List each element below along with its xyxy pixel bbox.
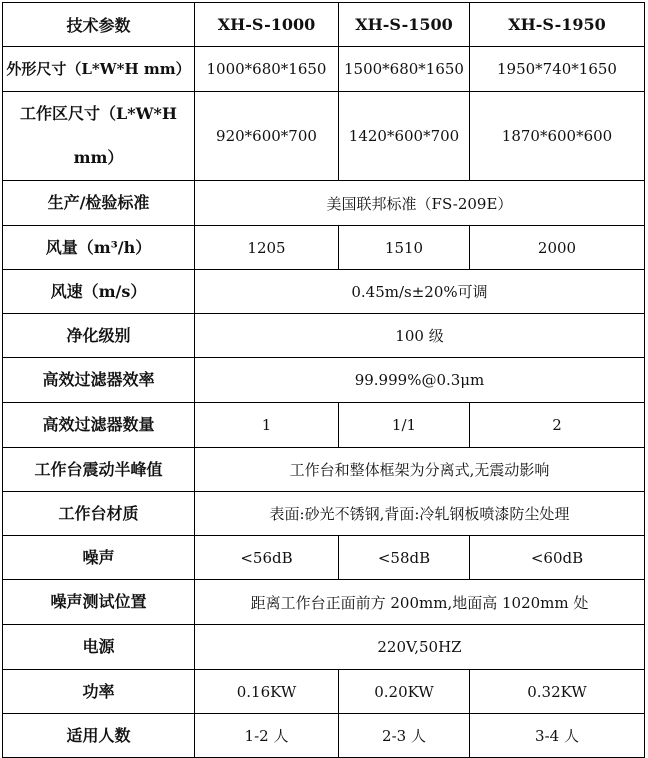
row-power-supply	[3, 625, 645, 670]
label-outer-size: 外形尺寸（L*W*H mm）	[3, 47, 195, 92]
outer-size-1000: 1000*680*1650	[195, 47, 339, 92]
header-model-1500: XH-S-1500	[339, 3, 470, 47]
label-work-size	[3, 92, 195, 181]
row-outer-size	[3, 47, 645, 92]
label-power: 功率	[3, 670, 195, 714]
label-filters: 高效过滤器数量	[3, 403, 195, 448]
work-size-1950: 1870*600*600	[470, 92, 645, 181]
row-noise-position	[3, 580, 645, 625]
outer-size-1500: 1500*680*1650	[339, 47, 470, 92]
persons-1950: 3-4 人	[470, 714, 645, 758]
airspeed-value: 0.45m/s±20%可调	[195, 270, 645, 314]
header-model-1950: XH-S-1950	[470, 3, 645, 47]
filters-1500: 1/1	[339, 403, 470, 448]
row-noise	[3, 536, 645, 580]
label-cleanliness: 净化级别	[3, 314, 195, 358]
noise-1950: <60dB	[470, 536, 645, 580]
header-row	[3, 3, 645, 47]
persons-1500: 2-3 人	[339, 714, 470, 758]
row-airspeed	[3, 270, 645, 314]
standard-value: 美国联邦标准（FS-209E）	[195, 181, 645, 226]
row-filters	[3, 403, 645, 448]
material-value: 表面:砂光不锈钢,背面:冷轧钢板喷漆防尘处理	[195, 492, 645, 536]
efficiency-value: 99.999%@0.3μm	[195, 358, 645, 403]
header-model-1000: XH-S-1000	[195, 3, 339, 47]
filters-1000: 1	[195, 403, 339, 448]
row-efficiency	[3, 358, 645, 403]
row-material	[3, 492, 645, 536]
airflow-1950: 2000	[470, 226, 645, 270]
row-vibration	[3, 448, 645, 492]
work-size-1000: 920*600*700	[195, 92, 339, 181]
label-vibration: 工作台震动半峰值	[3, 448, 195, 492]
label-airflow: 风量（m³/h）	[3, 226, 195, 270]
label-efficiency: 高效过滤器效率	[3, 358, 195, 403]
airflow-1500: 1510	[339, 226, 470, 270]
label-airspeed: 风速（m/s）	[3, 270, 195, 314]
row-standard	[3, 181, 645, 226]
label-power-supply: 电源	[3, 625, 195, 670]
row-airflow	[3, 226, 645, 270]
work-size-1500: 1420*600*700	[339, 92, 470, 181]
power-1950: 0.32KW	[470, 670, 645, 714]
label-noise: 噪声	[3, 536, 195, 580]
label-noise-position: 噪声测试位置	[3, 580, 195, 625]
label-material: 工作台材质	[3, 492, 195, 536]
noise-position-value: 距离工作台正面前方 200mm,地面高 1020mm 处	[195, 580, 645, 625]
noise-1000: <56dB	[195, 536, 339, 580]
label-work-size-line1: 工作区尺寸（L*W*H	[19, 104, 178, 123]
row-work-size	[3, 92, 645, 181]
vibration-value: 工作台和整体框架为分离式,无震动影响	[195, 448, 645, 492]
noise-1500: <58dB	[339, 536, 470, 580]
power-supply-value: 220V,50HZ	[195, 625, 645, 670]
row-persons	[3, 714, 645, 758]
label-persons: 适用人数	[3, 714, 195, 758]
spec-table	[2, 2, 645, 758]
outer-size-1950: 1950*740*1650	[470, 47, 645, 92]
row-power	[3, 670, 645, 714]
row-cleanliness	[3, 314, 645, 358]
persons-1000: 1-2 人	[195, 714, 339, 758]
filters-1950: 2	[470, 403, 645, 448]
header-param: 技术参数	[3, 3, 195, 47]
cleanliness-value: 100 级	[195, 314, 645, 358]
power-1000: 0.16KW	[195, 670, 339, 714]
power-1500: 0.20KW	[339, 670, 470, 714]
airflow-1000: 1205	[195, 226, 339, 270]
label-work-size-line2: mm）	[73, 148, 124, 167]
label-standard: 生产/检验标准	[3, 181, 195, 226]
